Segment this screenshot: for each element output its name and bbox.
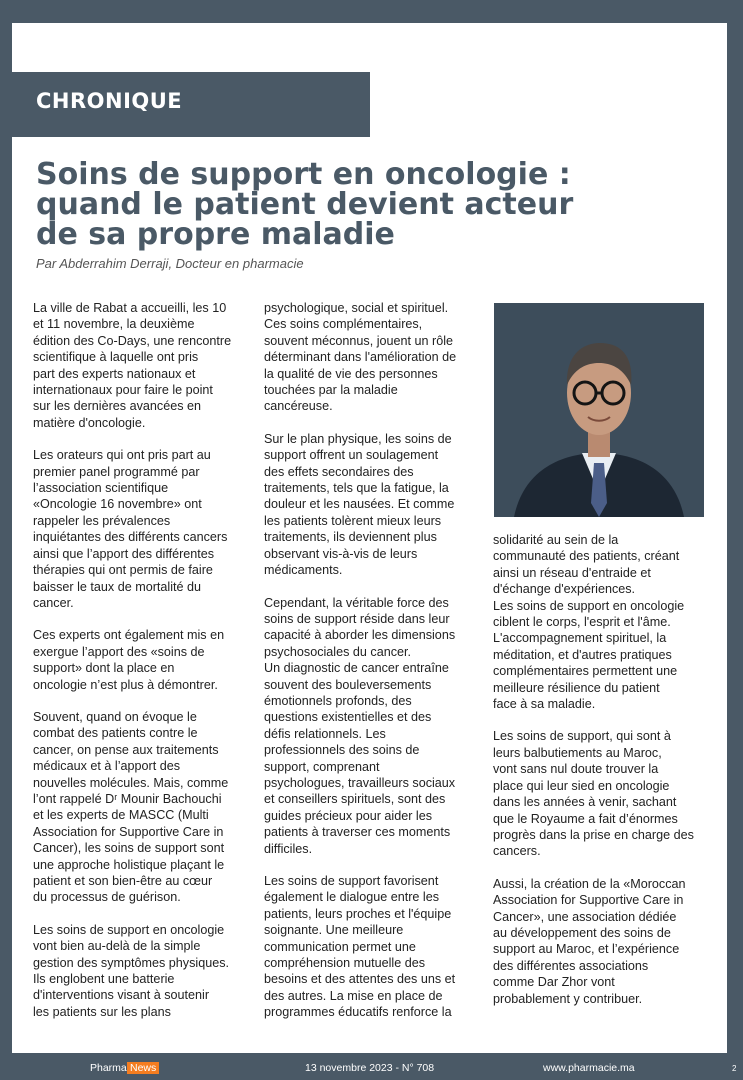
text-line: psychologique, social et spirituel.	[264, 301, 449, 315]
text-line: besoins et des attentes des uns et	[264, 972, 456, 987]
text-line: touchées par la maladie	[264, 383, 398, 398]
text-line: support offrent un soulagement	[264, 448, 439, 463]
text-line: que le Royaume a fait d’énormes	[493, 811, 678, 826]
text-line: «Oncologie 16 novembre» ont	[33, 497, 202, 512]
text-line: support au Maroc, et l’expérience	[493, 942, 680, 957]
text-line: combat des patients contre le	[33, 726, 198, 741]
text-line: les patients tolèrent mieux leurs	[264, 513, 442, 528]
footer-brand-news: News	[127, 1062, 159, 1074]
text-line: Les soins de support en oncologie	[493, 598, 685, 613]
text-line: ainsi que l’apport des différentes	[33, 546, 215, 561]
text-line: capacité à aborder les dimensions	[264, 628, 456, 643]
footer-brand-pharma: Pharma	[90, 1062, 127, 1074]
text-line: probablement y contribuer.	[493, 991, 643, 1006]
text-line: patients, leurs proches et l'équipe	[264, 906, 452, 921]
text-line: et conseillers spirituels, sont des	[264, 792, 446, 807]
text-line: compréhension mutuelle des	[264, 956, 426, 971]
text-line: inquiétantes des différents cancers	[33, 530, 228, 545]
text-line: la qualité de vie des personnes	[264, 366, 438, 381]
text-line: communauté des patients, créant	[493, 549, 680, 564]
paragraph	[33, 709, 248, 906]
text-line: difficiles.	[264, 841, 313, 856]
text-line: douleur et les nausées. Et comme	[264, 497, 455, 512]
text-line: ainsi un réseau d'entraide et	[493, 565, 651, 580]
paragraph	[33, 447, 248, 611]
text-line: Ces soins complémentaires,	[264, 317, 423, 332]
text-line: Les soins de support, qui sont à	[493, 729, 671, 744]
text-line: au développement des soins de	[493, 925, 671, 940]
text-line: Souvent, quand on évoque le	[33, 709, 197, 724]
text-line: psychologues, travailleurs sociaux	[264, 775, 456, 790]
paragraph	[264, 431, 486, 579]
text-line: des autres. La mise en place de	[264, 988, 443, 1003]
text-line: Association for Supportive Care in	[33, 824, 224, 839]
text-line: du processus de guérison.	[33, 890, 181, 905]
text-line: place qui leur sied en oncologie	[493, 778, 670, 793]
text-line: internationaux pour faire le point	[33, 383, 213, 398]
article-headline	[36, 157, 574, 252]
text-line: La ville de Rabat a accueilli, les 10	[33, 301, 227, 315]
paragraph	[33, 922, 248, 1020]
text-line: édition des Co-Days, une rencontre	[33, 333, 232, 348]
text-line: cancer, on pense aux traitements	[33, 742, 219, 757]
text-line: vont bien au-delà de la simple	[33, 939, 201, 954]
author-photo	[494, 303, 704, 517]
author-portrait-illustration	[494, 303, 704, 517]
text-line: thérapies qui ont permis de faire	[33, 563, 213, 578]
text-line: oncologie n’est plus à démontrer.	[33, 677, 218, 692]
text-line: support» dont la place en	[33, 661, 175, 676]
text-line: Ces experts ont également mis en	[33, 628, 225, 643]
text-line: guides précieux pour aider les	[264, 808, 433, 823]
text-line: patients à traverser ces moments	[264, 825, 451, 840]
text-line: Les soins de support favorisent	[264, 874, 439, 888]
article-column-2	[264, 300, 486, 1037]
text-line: patient et son bien-être au cœur	[33, 874, 213, 888]
text-line: également le dialogue entre les	[264, 890, 440, 905]
text-line: les patients sur les plans	[33, 1004, 171, 1019]
text-line: Les orateurs qui ont pris part au	[33, 448, 211, 463]
text-line: médicaux et à l’apport des	[33, 759, 181, 774]
text-line: et les experts de MASCC (Multi	[33, 808, 209, 823]
text-line: ciblent le corps, l'esprit et l'âme.	[493, 615, 671, 630]
text-line: traitements, ils deviennent plus	[264, 530, 437, 545]
text-line: part des experts nationaux et	[33, 366, 196, 381]
text-line: solidarité au sein de la	[493, 533, 619, 547]
footer-issue-info: 13 novembre 2023 - N° 708	[305, 1062, 435, 1074]
text-line: Aussi, la création de la «Moroccan	[493, 876, 686, 891]
text-line: médicaments.	[264, 563, 343, 578]
section-label: CHRONIQUE	[36, 89, 183, 113]
text-line: comme Dar Zhor vont	[493, 975, 615, 990]
text-line: émotionnels profonds, des	[264, 693, 412, 708]
text-line: Un diagnostic de cancer entraîne	[264, 661, 449, 676]
headline-line: Soins de support en oncologie :	[36, 157, 571, 192]
text-line: cancers.	[493, 844, 541, 859]
text-line: face à sa maladie.	[493, 697, 596, 712]
text-line: des différentes associations	[493, 958, 649, 973]
text-line: questions existentielles et des	[264, 710, 432, 725]
article-column-3	[493, 532, 723, 1023]
text-line: baisser le taux de mortalité du	[33, 579, 202, 594]
text-line: communication permet une	[264, 939, 416, 954]
text-line: scientifique à laquelle ont pris	[33, 350, 199, 365]
text-line: observant vis-à-vis de leurs	[264, 546, 418, 561]
text-line: des effets secondaires des	[264, 464, 414, 479]
text-line: une approche holistique plaçant le	[33, 857, 225, 872]
paragraph	[493, 728, 723, 859]
text-line: nouvelles molécules. Mais, comme	[33, 775, 229, 790]
text-line: cancer.	[33, 595, 74, 610]
text-line: professionnels des soins de	[264, 743, 420, 758]
text-line: psychosociales du cancer.	[264, 644, 412, 659]
paragraph	[264, 873, 486, 1021]
text-line: l’association scientifique	[33, 481, 169, 496]
text-line: défis relationnels. Les	[264, 726, 386, 741]
text-line: et 11 novembre, la deuxième	[33, 317, 195, 332]
text-line: d'échange d'expériences.	[493, 582, 636, 597]
text-line: cancéreuse.	[264, 399, 333, 414]
text-line: programmes éducatifs renforce la	[264, 1005, 452, 1020]
text-line: d'interventions visant à soutenir	[33, 988, 210, 1003]
text-line: traitements, tels que la fatigue, la	[264, 481, 449, 496]
text-line: l’ont rappelé Dʳ Mounir Bachouchi	[33, 791, 222, 806]
text-line: gestion des symptômes physiques.	[33, 955, 230, 970]
text-line: exergue l’apport des «soins de	[33, 644, 205, 659]
paragraph	[264, 300, 486, 415]
text-line: Ils englobent une batterie	[33, 972, 175, 987]
text-line: matière d'oncologie.	[33, 415, 146, 430]
text-line: déterminant dans l'amélioration de	[264, 350, 457, 365]
article-byline: Par Abderrahim Derraji, Docteur en pharmacie	[36, 256, 304, 271]
article-column-1	[33, 300, 248, 1036]
paragraph	[33, 627, 248, 693]
paragraph	[264, 595, 486, 858]
footer-website: www.pharmacie.ma	[543, 1062, 635, 1074]
text-line: soins de support réside dans leur	[264, 611, 450, 626]
text-line: sur les dernières avancées en	[33, 399, 202, 414]
text-line: Les soins de support en oncologie	[33, 922, 225, 937]
text-line: vont sans nul doute trouver la	[493, 762, 659, 777]
text-line: Cancer», une association dédiée	[493, 909, 677, 924]
page-number: 2	[732, 1064, 737, 1073]
headline-line: quand le patient devient acteur	[36, 187, 574, 222]
text-line: souvent des bouleversements	[264, 677, 432, 692]
text-line: soignante. Une meilleure	[264, 923, 404, 938]
text-line: Cependant, la véritable force des	[264, 595, 449, 610]
magazine-page	[12, 23, 727, 1053]
text-line: progrès dans la prise en charge des	[493, 827, 694, 842]
text-line: Association for Supportive Care in	[493, 893, 684, 908]
text-line: complémentaires permettent une	[493, 664, 678, 679]
text-line: dans les années à venir, sachant	[493, 795, 677, 810]
paragraph	[493, 876, 723, 1007]
text-line: rappeler les prévalences	[33, 513, 171, 528]
text-line: meilleure résilience du patient	[493, 680, 660, 695]
paragraph	[33, 300, 248, 431]
text-line: support, comprenant	[264, 759, 380, 774]
text-line: Cancer), les soins de support sont	[33, 841, 225, 856]
text-line: méditation, et d'autres pratiques	[493, 647, 672, 662]
headline-line: de sa propre maladie	[36, 217, 395, 252]
page-footer	[0, 1052, 743, 1080]
paragraph	[493, 532, 723, 712]
text-line: souvent méconnus, jouent un rôle	[264, 333, 454, 348]
text-line: premier panel programmé par	[33, 464, 200, 479]
text-line: L'accompagnement spirituel, la	[493, 631, 667, 646]
text-line: Sur le plan physique, les soins de	[264, 431, 452, 446]
text-line: leurs balbutiements au Maroc,	[493, 745, 662, 760]
